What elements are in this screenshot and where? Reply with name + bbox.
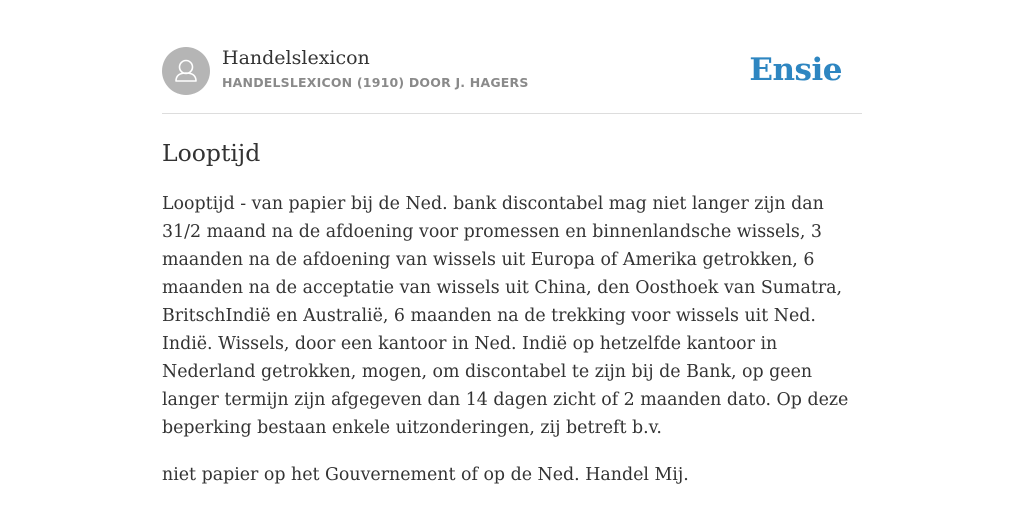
article-paragraph: Looptijd - van papier bij de Ned. bank discontabel mag niet langer zijn dan 31/2 maand na de afdoening voor promessen en binnenlandsche wissels, 3 maanden na de afdoening van wissels uit Europa of Amerika getrokken, 6 maanden na de acceptatie van wissels uit China, den Oosthoek van Sumatra, BritschIndië en Australië, 6 maanden na de trekking voor wissels uit Ned. Indië. Wissels, door een kantoor in Ned. Indië op hetzelfde kantoor in Nederland getrokken, mogen, om discontabel te zijn bij de Bank, op geen langer termijn zijn afgegeven dan 14 dagen zicht of 2 maanden dato. Op deze beperking bestaan enkele uitzonderingen, zij betreft b.v. bbox=[162, 194, 849, 438]
avatar[interactable] bbox=[162, 47, 210, 95]
page bbox=[162, 0, 862, 512]
user-icon bbox=[162, 47, 210, 95]
source-subtitle: HANDELSLEXICON (1910) DOOR J. HAGERS bbox=[222, 75, 529, 90]
article-paragraph: niet papier op het Gouvernement of op de Ned. Handel Mij. bbox=[162, 465, 689, 485]
article-title: Looptijd bbox=[162, 139, 261, 167]
ensie-logo[interactable]: Ensie bbox=[749, 52, 842, 88]
source-header bbox=[162, 46, 862, 96]
header-divider bbox=[162, 113, 862, 114]
source-name-link[interactable]: Handelslexicon bbox=[222, 47, 370, 69]
